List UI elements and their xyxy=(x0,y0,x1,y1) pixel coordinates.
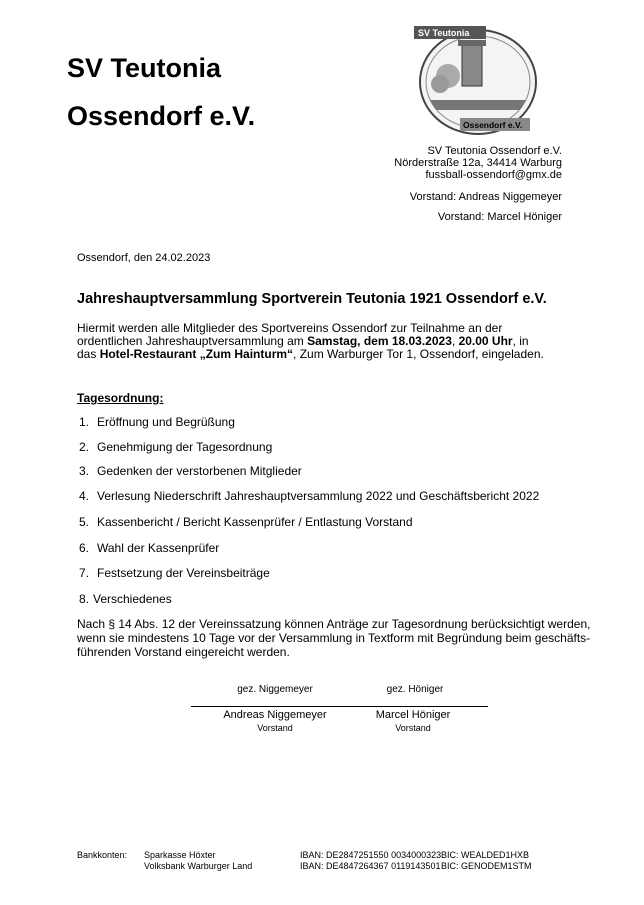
agenda-item-num: 8. xyxy=(79,592,90,606)
logo-top-text: SV Teutonia xyxy=(418,28,470,38)
agenda-item-num: 1. xyxy=(79,415,90,429)
agenda-item xyxy=(79,440,272,454)
sender-street: Nörderstraße 12a, 34414 Warburg xyxy=(394,157,562,169)
intro-line2-text: ordentlichen Jahreshauptversammlung am xyxy=(77,334,308,348)
club-name-line1: SV Teutonia xyxy=(67,53,222,83)
sender-name: SV Teutonia Ossendorf e.V. xyxy=(427,145,562,157)
sender-board1: Vorstand: Andreas Niggemeyer xyxy=(409,191,562,203)
signature-name-1: Andreas Niggemeyer xyxy=(223,709,327,721)
agenda-item xyxy=(79,541,219,555)
intro-comma: , xyxy=(451,334,459,348)
agenda-item-num: 4. xyxy=(79,489,90,503)
agenda-item-num: 5. xyxy=(79,515,90,529)
agenda-item xyxy=(79,415,235,429)
agenda-item-text: Verlesung Niederschrift Jahreshauptversammlung 2022 und Geschäftsbericht 2022 xyxy=(97,489,540,503)
agenda-item-text: Gedenken der verstorbenen Mitglieder xyxy=(97,464,302,478)
intro-line1: Hiermit werden alle Mitglieder des Sportvereins Ossendorf zur Teilnahme an der xyxy=(77,321,503,335)
agenda-item-text: Wahl der Kassenprüfer xyxy=(97,541,220,555)
footer-bic1: BIC: WEALDED1HXB xyxy=(441,850,530,860)
signature-role-2: Vorstand xyxy=(395,723,431,733)
agenda-item-num: 3. xyxy=(79,464,90,478)
meeting-date: Samstag, dem 18.03.2023 xyxy=(307,334,452,348)
agenda-item-text: Verschiedenes xyxy=(93,592,172,606)
agenda-item-num: 2. xyxy=(79,440,90,454)
intro-line3-end: , Zum Warburger Tor 1, Ossendorf, eingeladen. xyxy=(293,347,544,361)
agenda-item xyxy=(79,489,539,503)
signature-role-1: Vorstand xyxy=(257,723,293,733)
footer-bank2: Volksbank Warburger Land xyxy=(144,861,253,871)
agenda-item-text: Eröffnung und Begrüßung xyxy=(97,415,235,429)
agenda-item-num: 7. xyxy=(79,566,90,580)
intro-line3 xyxy=(77,348,544,361)
footer-bank1: Sparkasse Höxter xyxy=(144,850,216,860)
signature-gez-1: gez. Niggemeyer xyxy=(237,684,313,695)
intro-line3-start: das xyxy=(77,347,100,361)
agenda-item-text: Kassenbericht / Bericht Kassenprüfer / Entlastung Vorstand xyxy=(97,515,413,529)
agenda-item xyxy=(79,592,172,606)
logo-bottom-text: Ossendorf e.V. xyxy=(463,120,523,130)
note-line1: Nach § 14 Abs. 12 der Vereinssatzung können Anträge zur Tagesordnung berücksichtigt werden, xyxy=(77,617,591,631)
sender-email: fussball-ossendorf@gmx.de xyxy=(425,169,562,181)
meeting-time: 20.00 Uhr xyxy=(458,334,513,348)
club-logo xyxy=(400,20,550,140)
agenda-item xyxy=(79,566,270,580)
signature-name-2: Marcel Höniger xyxy=(375,709,451,721)
agenda-item xyxy=(79,464,302,478)
footer-iban2: IBAN: DE4847264367 0119143501 xyxy=(300,861,441,871)
sender-board2: Vorstand: Marcel Höniger xyxy=(437,211,562,223)
signature-line xyxy=(191,706,488,707)
agenda-item xyxy=(79,515,413,529)
intro-line2-end: , in xyxy=(512,334,529,348)
agenda-item-text: Festsetzung der Vereinsbeiträge xyxy=(97,566,270,580)
page-title: Jahreshauptversammlung Sportverein Teutonia 1921 Ossendorf e.V. xyxy=(77,291,547,307)
date-line: Ossendorf, den 24.02.2023 xyxy=(77,252,211,264)
footer-iban1: IBAN: DE2847251550 0034000323 xyxy=(300,850,442,860)
note-line2: wenn sie mindestens 10 Tage vor der Versammlung in Textform mit Begründung beim geschäfts- xyxy=(77,631,591,645)
club-name-line2: Ossendorf e.V. xyxy=(67,101,256,131)
agenda-heading: Tagesordnung: xyxy=(77,391,164,405)
footer-bic2: BIC: GENODEM1STM xyxy=(441,861,532,871)
note-line3: führenden Vorstand eingereicht werden. xyxy=(77,645,290,659)
agenda-item-text: Genehmigung der Tagesordnung xyxy=(97,440,273,454)
signature-gez-2: gez. Höniger xyxy=(386,684,444,695)
meeting-venue: Hotel-Restaurant „Zum Hainturm“ xyxy=(99,347,294,361)
footer-label: Bankkonten: xyxy=(77,850,128,860)
agenda-item-num: 6. xyxy=(79,541,90,555)
